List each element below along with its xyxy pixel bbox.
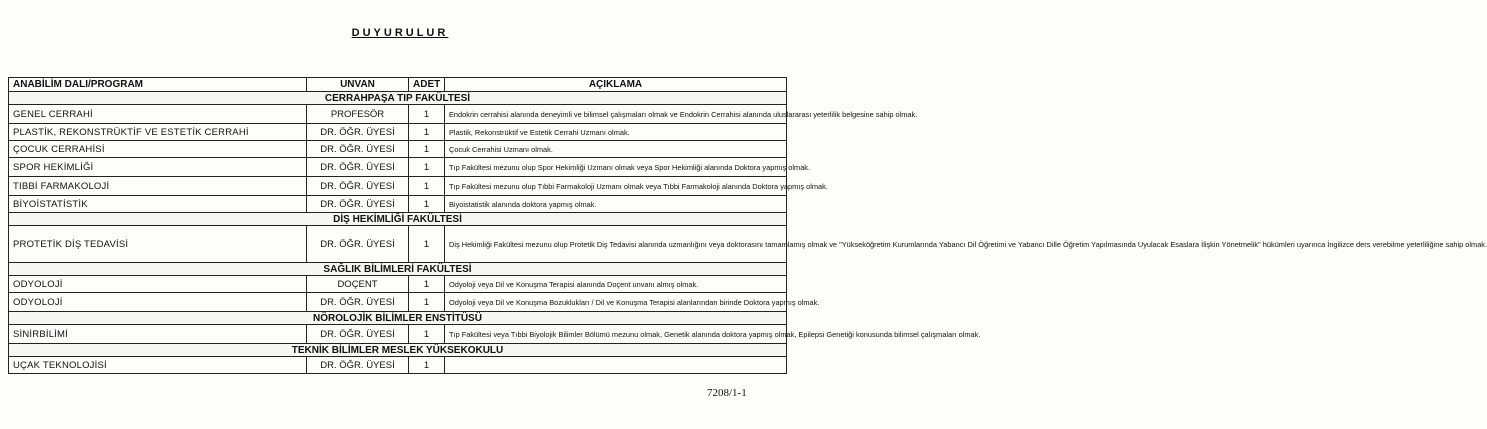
description-cell: Çocuk Cerrahisi Uzmanı olmak. bbox=[445, 141, 787, 158]
count-cell: 1 bbox=[409, 325, 445, 344]
department-cell: PROTETİK DİŞ TEDAVİSİ bbox=[9, 226, 307, 263]
description-cell: Odyoloji veya Dil ve Konuşma Bozuklukları / Dil ve Konuşma Terapisi alanlarından birinde Doktora yapmış olmak. bbox=[445, 293, 787, 312]
table-row bbox=[9, 325, 787, 344]
title-cell: DR. ÖĞR. ÜYESİ bbox=[307, 196, 409, 213]
header-row bbox=[9, 78, 787, 92]
department-cell: TIBBİ FARMAKOLOJİ bbox=[9, 177, 307, 196]
title-cell: DR. ÖĞR. ÜYESİ bbox=[307, 141, 409, 158]
page-title: DUYURULUR bbox=[351, 27, 449, 39]
table-row bbox=[9, 293, 787, 312]
description-cell: Tıp Fakültesi mezunu olup Spor Hekimliği Uzmanı olmak veya Spor Hekimliği alanında Doktora yapmış olmak. bbox=[445, 158, 787, 177]
description-cell: Plastik, Rekonstrüktif ve Estetik Cerrahi Uzmanı olmak. bbox=[445, 124, 787, 141]
department-cell: BİYOİSTATİSTİK bbox=[9, 196, 307, 213]
table-row bbox=[9, 141, 787, 158]
department-cell: ODYOLOJİ bbox=[9, 293, 307, 312]
count-cell: 1 bbox=[409, 226, 445, 263]
table-row bbox=[9, 226, 787, 263]
title-cell: DR. ÖĞR. ÜYESİ bbox=[307, 124, 409, 141]
section-title: SAĞLIK BİLİMLERİ FAKÜLTESİ bbox=[9, 263, 787, 276]
title-cell: DR. ÖĞR. ÜYESİ bbox=[307, 293, 409, 312]
count-cell: 1 bbox=[409, 141, 445, 158]
department-cell: SİNİRBİLİMİ bbox=[9, 325, 307, 344]
section-title: NÖROLOJİK BİLİMLER ENSTİTÜSÜ bbox=[9, 312, 787, 325]
title-cell: PROFESÖR bbox=[307, 105, 409, 124]
department-cell: ODYOLOJİ bbox=[9, 276, 307, 293]
table-row bbox=[9, 357, 787, 374]
department-cell: UÇAK TEKNOLOJİSİ bbox=[9, 357, 307, 374]
description-cell bbox=[445, 357, 787, 374]
title-cell: DR. ÖĞR. ÜYESİ bbox=[307, 226, 409, 263]
count-cell: 1 bbox=[409, 158, 445, 177]
description-cell: Tıp Fakültesi veya Tıbbi Biyolojik Bilimler Bölümü mezunu olmak, Genetik alanında doktora yapmış olmak, Epilepsi Genetiği konusunda bilimsel çalışmaları olmak. bbox=[445, 325, 787, 344]
section-row bbox=[9, 312, 787, 325]
section-row bbox=[9, 213, 787, 226]
header-title: UNVAN bbox=[307, 78, 409, 92]
section-title: DİŞ HEKİMLİĞİ FAKÜLTESİ bbox=[9, 213, 787, 226]
table-row bbox=[9, 177, 787, 196]
count-cell: 1 bbox=[409, 105, 445, 124]
title-cell: DR. ÖĞR. ÜYESİ bbox=[307, 158, 409, 177]
title-cell: DR. ÖĞR. ÜYESİ bbox=[307, 357, 409, 374]
count-cell: 1 bbox=[409, 177, 445, 196]
count-cell: 1 bbox=[409, 124, 445, 141]
title-cell: DOÇENT bbox=[307, 276, 409, 293]
count-cell: 1 bbox=[409, 196, 445, 213]
table-row bbox=[9, 196, 787, 213]
section-row bbox=[9, 92, 787, 105]
table-row bbox=[9, 124, 787, 141]
title-cell: DR. ÖĞR. ÜYESİ bbox=[307, 325, 409, 344]
department-cell: PLASTİK, REKONSTRÜKTİF VE ESTETİK CERRAHİ bbox=[9, 124, 307, 141]
section-row bbox=[9, 263, 787, 276]
description-cell: Diş Hekimliği Fakültesi mezunu olup Protetik Diş Tedavisi alanında uzmanlığını veya doktorasını tamamlamış olmak ve "Yükseköğretim Kurumlarında Yabancı Dil Öğretimi ve Yabancı Dille Öğretim Yapılmasında Uyulacak Esaslara İlişkin Yönetmelik" hükümleri uyarınca İngilizce ders verebilme yeterliliğine sahip olmak. bbox=[445, 226, 787, 263]
title-cell: DR. ÖĞR. ÜYESİ bbox=[307, 177, 409, 196]
department-cell: SPOR HEKİMLİĞİ bbox=[9, 158, 307, 177]
count-cell: 1 bbox=[409, 293, 445, 312]
description-cell: Odyoloji veya Dil ve Konuşma Terapisi alanında Doçent unvanı almış olmak. bbox=[445, 276, 787, 293]
header-count: ADET bbox=[409, 78, 445, 92]
announcement-table bbox=[8, 77, 1487, 374]
description-cell: Tıp Fakültesi mezunu olup Tıbbi Farmakoloji Uzmanı olmak veya Tıbbi Farmakoloji alanında Doktora yapmış olmak. bbox=[445, 177, 787, 196]
description-cell: Biyoistatistik alanında doktora yapmış olmak. bbox=[445, 196, 787, 213]
department-cell: GENEL CERRAHİ bbox=[9, 105, 307, 124]
description-cell: Endokrin cerrahisi alanında deneyimli ve bilimsel çalışmaları olmak ve Endokrin Cerrahisi alanında uluslararası yeterlilik belgesine sahip olmak. bbox=[445, 105, 787, 124]
table-row bbox=[9, 276, 787, 293]
document-reference: 7208/1-1 bbox=[707, 387, 747, 399]
section-row bbox=[9, 344, 787, 357]
count-cell: 1 bbox=[409, 357, 445, 374]
header-description: AÇIKLAMA bbox=[445, 78, 787, 92]
count-cell: 1 bbox=[409, 276, 445, 293]
section-title: CERRAHPAŞA TIP FAKÜLTESİ bbox=[9, 92, 787, 105]
department-cell: ÇOCUK CERRAHİSİ bbox=[9, 141, 307, 158]
header-department: ANABİLİM DALI/PROGRAM bbox=[9, 78, 307, 92]
section-title: TEKNİK BİLİMLER MESLEK YÜKSEKOKULU bbox=[9, 344, 787, 357]
table-row bbox=[9, 105, 787, 124]
table-row bbox=[9, 158, 787, 177]
